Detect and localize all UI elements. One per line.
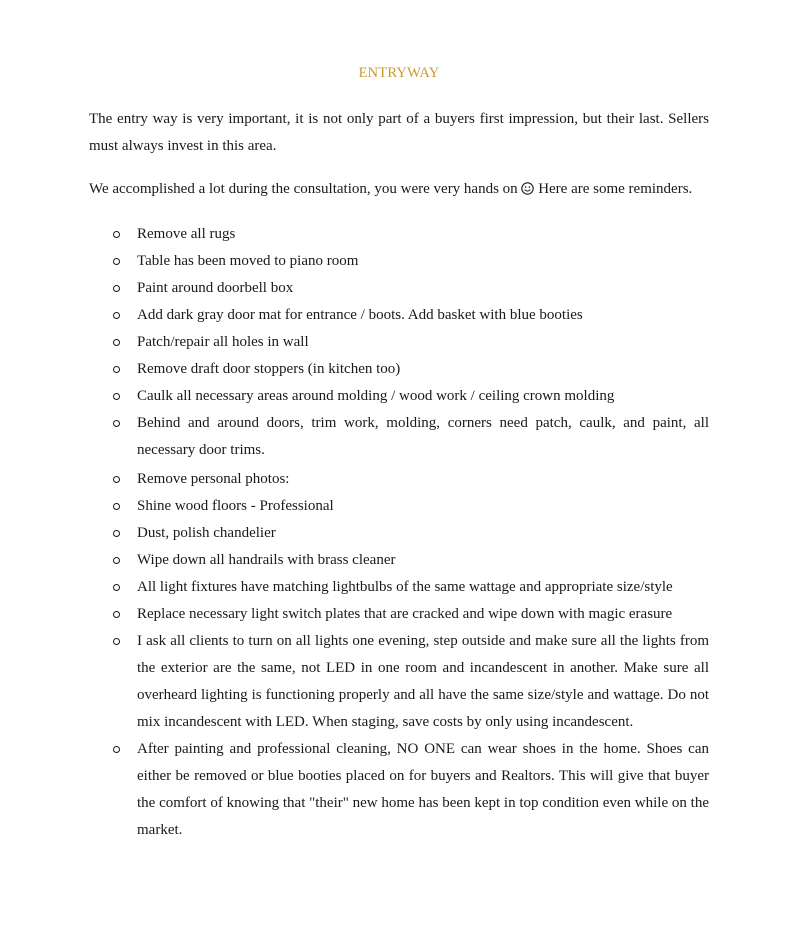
list-item: Remove all rugs: [89, 221, 709, 248]
hollow-circle-bullet-icon: [113, 258, 120, 265]
hollow-circle-bullet-icon: [113, 420, 120, 427]
hollow-circle-bullet-icon: [113, 312, 120, 319]
consultation-text: We accomplished a lot during the consultation, you were very hands on: [89, 181, 518, 197]
consultation-text-after: Here are some reminders.: [538, 181, 693, 197]
list-item: Behind and around doors, trim work, molding, corners need patch, caulk, and paint, all necessary door trims.: [89, 410, 709, 464]
list-item: Caulk all necessary areas around molding / wood work / ceiling crown molding: [89, 383, 709, 410]
list-item: Paint around doorbell box: [89, 275, 709, 302]
consultation-paragraph: [89, 176, 709, 205]
document-page: [89, 60, 709, 844]
hollow-circle-bullet-icon: [113, 476, 120, 483]
section-title: ENTRYWAY: [358, 65, 440, 81]
hollow-circle-bullet-icon: [113, 584, 120, 591]
list-item: All light fixtures have matching lightbulbs of the same wattage and appropriate size/style: [89, 574, 709, 601]
list-item: Add dark gray door mat for entrance / boots. Add basket with blue booties: [89, 302, 709, 329]
list-item: Remove personal photos:: [89, 466, 709, 493]
hollow-circle-bullet-icon: [113, 530, 120, 537]
hollow-circle-bullet-icon: [113, 339, 120, 346]
list-item: Table has been moved to piano room: [89, 248, 709, 275]
hollow-circle-bullet-icon: [113, 231, 120, 238]
list-item: Shine wood floors - Professional: [89, 493, 709, 520]
list-item: Replace necessary light switch plates that are cracked and wipe down with magic erasure: [89, 601, 709, 628]
list-item: Dust, polish chandelier: [89, 520, 709, 547]
hollow-circle-bullet-icon: [113, 557, 120, 564]
list-item: Remove draft door stoppers (in kitchen too): [89, 356, 709, 383]
hollow-circle-bullet-icon: [113, 638, 120, 645]
list-item: Wipe down all handrails with brass cleaner: [89, 547, 709, 574]
hollow-circle-bullet-icon: [113, 746, 120, 753]
reminders-list: [89, 221, 709, 844]
intro-paragraph: The entry way is very important, it is not only part of a buyers first impression, but their last. Sellers must always invest in this area.: [89, 111, 709, 154]
list-item: I ask all clients to turn on all lights one evening, step outside and make sure all the lights from the exterior are the same, not LED in one room and incandescent in another. Make sure all overheard lighting is functioning properly and all have the same size/style and wattage. Do not mix incandescent with LED. When staging, save costs by only using incandescent.: [89, 628, 709, 736]
list-item: Patch/repair all holes in wall: [89, 329, 709, 356]
hollow-circle-bullet-icon: [113, 611, 120, 618]
smiley-face-icon: [521, 178, 534, 205]
hollow-circle-bullet-icon: [113, 393, 120, 400]
list-item: After painting and professional cleaning, NO ONE can wear shoes in the home. Shoes can either be removed or blue booties placed on for buyers and Realtors. This will give that buyer the comfort of knowing that "their" new home has been kept in top condition even while on the market.: [89, 736, 709, 844]
hollow-circle-bullet-icon: [113, 503, 120, 510]
hollow-circle-bullet-icon: [113, 285, 120, 292]
hollow-circle-bullet-icon: [113, 366, 120, 373]
